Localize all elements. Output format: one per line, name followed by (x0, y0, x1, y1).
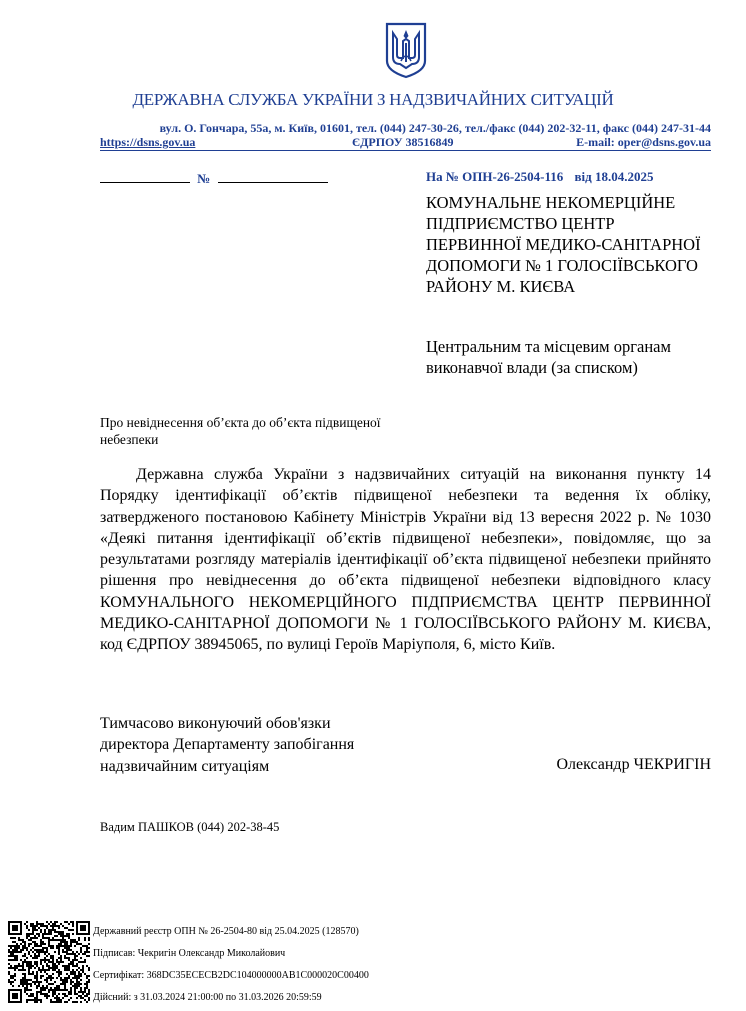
agency-name: ДЕРЖАВНА СЛУЖБА УКРАЇНИ З НАДЗВИЧАЙНИХ СИТУАЦІЙ (132, 90, 614, 109)
reference-number-value: На № ОПН-26-2504-116 (426, 169, 564, 184)
recipient-secondary: Центральним та місцевим органам виконавчої влади (за списком) (426, 337, 671, 377)
number-sign: № (197, 171, 211, 186)
qr-code-icon (8, 921, 90, 1003)
letter-body: Державна служба України з надзвичайних ситуацій на виконання пункту 14 Порядку ідентифікації об’єктів підвищеної небезпеки та ведення їх обліку, затвердженого постановою Кабінету Міністрів України від 13 вересня 2022 р. № 1030 «Деякі питання ідентифікації об’єктів підвищеної небезпеки», повідомляє, що за результатами розгляду матеріалів ідентифікації об’єкта підвищеної небезпеки прийнято рішення про невіднесення до об’єкта підвищеної небезпеки відповідного класу КОМУНАЛЬНОГО НЕКОМЕРЦІЙНОГО ПІДПРИЄМСТВА ЦЕНТР ПЕРВИННОЇ МЕДИКО-САНІТАРНОЇ ДОПОМОГИ № 1 ГОЛОСІЇВСЬКОГО РАЙОНУ М. КИЄВА, код ЄДРПОУ 38945065, по вулиці Героїв Маріуполя, 6, місто Київ. (100, 466, 711, 654)
signed-by-info: Підписав: Чекригін Олександр Миколайович (93, 948, 286, 959)
contact-line (100, 135, 711, 151)
registry-info: Державний реєстр ОПН № 26-2504-80 від 25.04.2025 (128570) (93, 926, 359, 937)
signer-position-line: Тимчасово виконуючий обов'язки (100, 715, 331, 732)
signer-position-line: надзвичайним ситуаціям (100, 757, 270, 775)
reference-date: від 18.04.2025 (574, 169, 654, 184)
recipient-primary: КОМУНАЛЬНЕ НЕКОМЕРЦІЙНЕ ПІДПРИЄМСТВО ЦЕНТР ПЕРВИННОЇ МЕДИКО-САНІТАРНОЇ ДОПОМОГИ № 1 ГОЛОСІЇВСЬКОГО РАЙОНУ М. КИЄВА (426, 193, 701, 296)
agency-edrpou: ЄДРПОУ 38516849 (352, 135, 454, 149)
signer-position (100, 713, 420, 777)
signer-position-line: директора Департаменту запобігання (100, 736, 355, 754)
outgoing-date-blank (100, 170, 190, 183)
signer-name: Олександр ЧЕКРИГІН (556, 756, 711, 773)
outgoing-number-field (100, 170, 328, 187)
outgoing-number-blank (218, 170, 328, 183)
executor-contact: Вадим ПАШКОВ (044) 202-38-45 (100, 820, 280, 834)
validity-info: Дійсний: з 31.03.2024 21:00:00 по 31.03.2026 20:59:59 (93, 992, 322, 1003)
agency-address: вул. О. Гончара, 55а, м. Київ, 01601, тел. (044) 247-30-26, тел./факс (044) 202-32-11, факс (044) 247-31-44 (159, 121, 711, 135)
certificate-info: Сертифікат: 368DC35ECECB2DC104000000AB1C000020C00400 (93, 970, 369, 981)
reference-number (426, 169, 654, 185)
website-link[interactable]: https://dsns.gov.ua (100, 135, 196, 149)
trident-emblem-icon (384, 21, 428, 79)
letter-subject: Про невіднесення об’єкта до об’єкта підвищеної небезпеки (100, 415, 381, 447)
agency-email[interactable]: E-mail: oper@dsns.gov.ua (576, 135, 711, 149)
